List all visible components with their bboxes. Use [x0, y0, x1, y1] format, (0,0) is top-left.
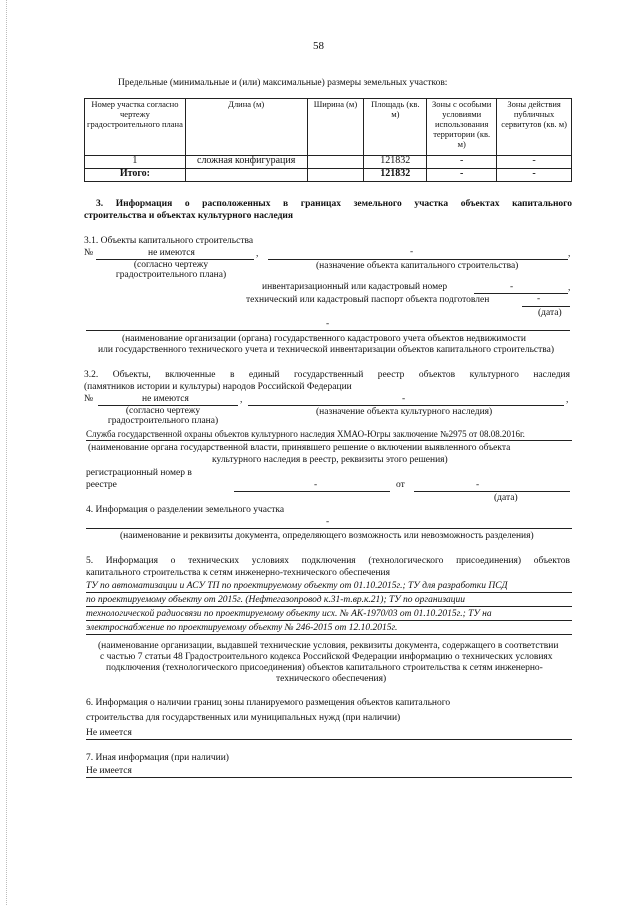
table-header-cell: Номер участка согласно чертежу градостроительного плана	[85, 99, 186, 156]
section-5-title-line1: 5. Информация о технических условиях подключения (технологического присоединения) объектов	[86, 556, 570, 566]
table-header-cell: Длина (м)	[185, 99, 307, 156]
plot-size-table	[84, 98, 572, 182]
section-6-value: Не имеется	[86, 728, 132, 738]
table-cell: Итого:	[85, 169, 186, 182]
section-3-2-title-line2: (памятников истории и культуры) народов Российской Федерации	[84, 382, 352, 392]
registration-label: реестре	[86, 480, 117, 490]
underline	[86, 528, 572, 529]
table-header-cell: Зоны с особыми условиями использования территории (кв. м)	[427, 99, 497, 156]
underline	[86, 620, 572, 621]
section-5-body: по проектируемому объекту от 2015г. (Нефтегазопровод к.31-т.вр.к.21); ТУ по организации	[86, 595, 466, 605]
registration-value: -	[314, 480, 318, 490]
comma: ,	[566, 395, 569, 405]
underline	[86, 606, 572, 607]
section-4-caption: (наименование и реквизиты документа, определяющего возможность или невозможность разделения)	[120, 531, 534, 541]
table-cell	[307, 156, 364, 169]
section-4-title: 4. Информация о разделении земельного участка	[86, 505, 285, 515]
caption-drawing: (согласно чертежу градостроительного плана)	[115, 260, 227, 280]
date-caption: (дата)	[538, 308, 562, 318]
comma: ,	[256, 249, 259, 259]
table-cell: 1	[85, 156, 186, 169]
from-value: -	[476, 480, 480, 490]
section-3-title-line1: 3. Информация о расположенных в границах земельного участка объектах капитального	[96, 199, 572, 209]
limits-heading: Предельные (минимальные и (или) максимальные) размеры земельных участков:	[118, 78, 448, 88]
section-5-body: электроснабжение по проектируемому объекту № 246-2015 от 12.10.2015г.	[86, 623, 398, 633]
section-6-title-line2: строительства для государственных или муниципальных нужд (при наличии)	[86, 713, 401, 723]
underline	[234, 491, 390, 492]
heritage-decision: Служба государственной охраны объектов культурного наследия ХМАО-Югры заключение №2975 от 08.08.2016г.	[86, 429, 525, 439]
decision-caption: культурного наследия в реестр, реквизиты этого решения)	[212, 455, 448, 465]
decision-caption: (наименование органа государственной власти, принявшего решение о включении выявленного объекта	[88, 443, 511, 453]
caption-drawing: (согласно чертежу градостроительного плана)	[107, 406, 219, 426]
purpose-value: -	[410, 247, 414, 257]
underline	[86, 592, 572, 593]
number-sign: №	[84, 248, 94, 258]
table-cell: -	[427, 169, 497, 182]
table-row	[85, 156, 572, 169]
table-cell: -	[497, 169, 572, 182]
underline	[86, 634, 572, 635]
section-5-body: ТУ по автоматизации и АСУ ТП по проектируемому объекту от 01.10.2015г.; ТУ для разработки ПСД	[86, 581, 508, 591]
organization-value: -	[326, 319, 330, 329]
section-3-2-title-line1: 3.2. Объекты, включенные в единый государственный реестр объектов культурного наследия	[84, 370, 570, 380]
table-cell: -	[427, 156, 497, 169]
number-sign: №	[84, 394, 94, 404]
table-cell	[185, 169, 307, 182]
table-header-row	[85, 99, 572, 156]
organization-caption: (наименование организации (органа) государственного кадастрового учета объектов недвижимости	[122, 334, 526, 344]
organization-caption: или государственного технического учета и технической инвентаризации объектов капитального строительства)	[98, 345, 555, 355]
inventory-value: -	[510, 282, 514, 292]
comma: ,	[240, 395, 243, 405]
underline	[86, 777, 572, 778]
passport-value: -	[537, 294, 541, 304]
scan-edge	[6, 0, 7, 905]
table-header-cell: Ширина (м)	[307, 99, 364, 156]
section-7-title: 7. Иная информация (при наличии)	[86, 753, 229, 763]
table-header-cell: Зоны действия публичных сервитутов (кв. м)	[497, 99, 572, 156]
table-total-row	[85, 169, 572, 182]
date-caption: (дата)	[494, 493, 518, 503]
section-3-1-value: не имеются	[148, 248, 195, 258]
passport-label: технический или кадастровый паспорт объекта подготовлен	[246, 295, 490, 305]
section-3-title-line2: строительства и объектах культурного наследия	[84, 211, 294, 221]
comma: ,	[568, 283, 571, 293]
heritage-purpose-value: -	[402, 394, 406, 404]
table-cell: 121832	[364, 156, 427, 169]
caption-purpose: (назначение объекта капитального строительства)	[316, 261, 519, 271]
section-5-caption: технического обеспечения)	[276, 674, 387, 684]
underline	[86, 330, 570, 331]
section-5-body: технологической радиосвязи по проектируемому объекту исх. № АК-1970/03 от 01.10.2015г.; ТУ на	[86, 609, 492, 619]
table-cell: -	[497, 156, 572, 169]
section-3-1-title: 3.1. Объекты капитального строительства	[84, 236, 254, 246]
section-5-caption: подключения (технологического присоединения) объектов капитального строительства к сетям инженерно-	[106, 663, 543, 673]
section-5-title-line2: капитального строительства к сетям инженерно-технического обеспечения	[86, 568, 391, 578]
underline	[414, 491, 570, 492]
table-cell: 121832	[364, 169, 427, 182]
table-header-cell: Площадь (кв. м)	[364, 99, 427, 156]
section-5-caption: (наименование организации, выдавшей технические условия, реквизиты документа, содержащего в соответствии	[98, 641, 559, 651]
table-cell: сложная конфигурация	[185, 156, 307, 169]
table-cell	[307, 169, 364, 182]
from-label: от	[396, 480, 405, 490]
section-4-value: -	[326, 517, 330, 527]
comma: ,	[568, 249, 571, 259]
caption-purpose: (назначение объекта культурного наследия)	[316, 407, 493, 417]
underline	[86, 739, 572, 740]
registration-label: регистрационный номер в	[86, 468, 192, 478]
page-number: 58	[313, 40, 324, 52]
section-7-value: Не имеется	[86, 766, 132, 776]
section-6-title-line1: 6. Информация о наличии границ зоны планируемого размещения объектов капитального	[86, 698, 451, 708]
section-5-caption: с частью 7 статьи 48 Градостроительного кодекса Российской Федерации информацию о технических условиях	[100, 652, 553, 662]
underline	[86, 440, 572, 441]
section-3-2-value: не имеются	[142, 394, 189, 404]
inventory-label: инвентаризационный или кадастровый номер	[262, 282, 448, 292]
